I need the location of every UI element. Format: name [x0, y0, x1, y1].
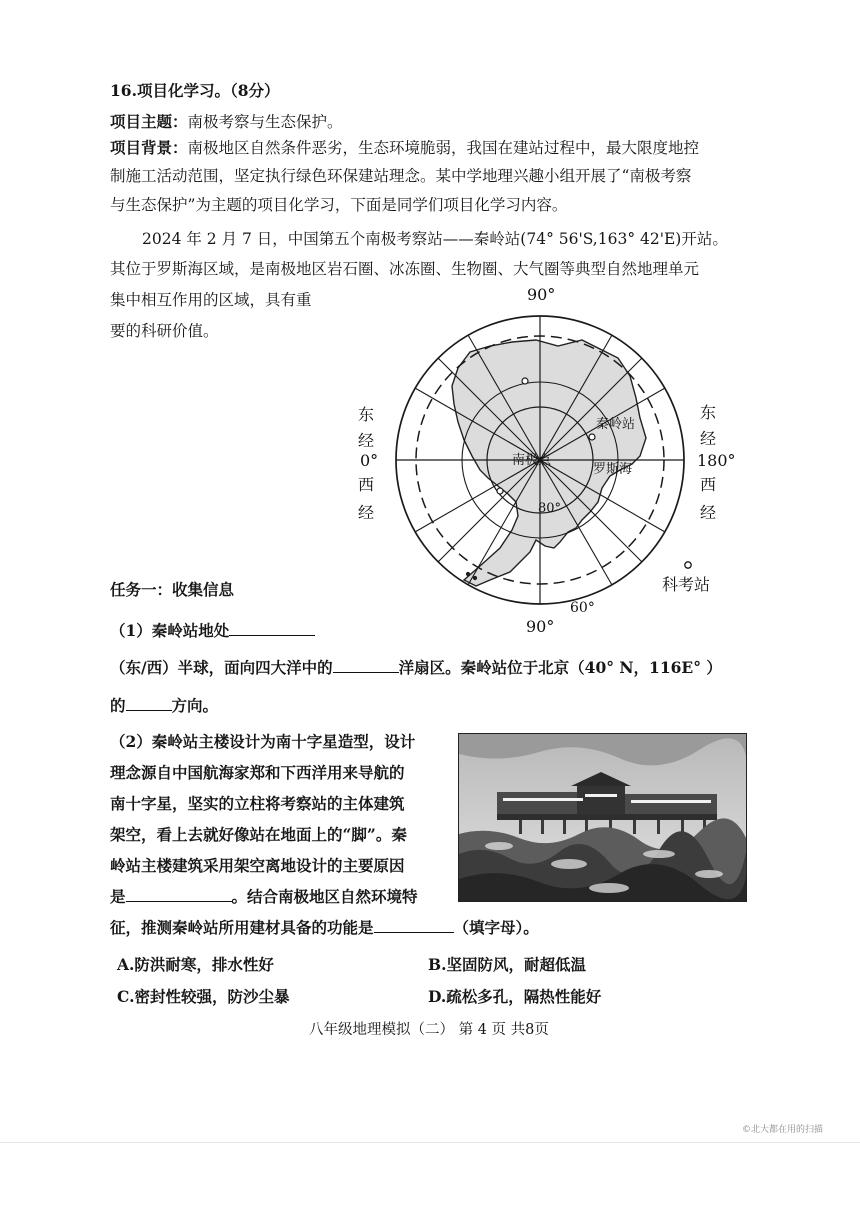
- q1-text-1: （1）秦岭站地处: [110, 621, 230, 640]
- q2-line-1: （2）秦岭站主楼设计为南十字星造型，设计: [110, 732, 416, 751]
- q2-line-7: [110, 918, 539, 938]
- intro-line-3: 集中相互作用的区域，具有重: [110, 291, 312, 309]
- background-text-1: 南极地区自然条件恶劣，生态环境脆弱，我国在建站过程中，最大限度地控: [187, 139, 700, 157]
- theme-text: 南极考察与生态保护。: [187, 113, 343, 131]
- map-right-char-4: 经: [700, 503, 717, 522]
- q1-line-3: [110, 696, 218, 716]
- q2-line-6: [110, 887, 418, 907]
- page-footer: 八年级地理模拟（二） 第 4 页 共8页: [309, 1022, 549, 1038]
- map-label-60: 60°: [570, 600, 595, 616]
- question-title: 16.项目化学习。（8分）: [110, 81, 280, 100]
- q2-line-5: 岭站主楼建筑采用架空离地设计的主要原因: [110, 856, 405, 875]
- answer-blank-ocean[interactable]: [333, 658, 399, 673]
- map-label-180: 180°: [697, 451, 736, 470]
- map-right-char-1: 东: [700, 403, 717, 422]
- q2-line-2: 理念源自中国航海家郑和下西洋用来导航的: [110, 763, 405, 782]
- map-label-bottom: 90°: [526, 617, 555, 636]
- answer-blank-hemisphere[interactable]: [229, 621, 315, 636]
- option-a[interactable]: A.防洪耐寒，排水性好: [117, 955, 274, 974]
- q2-line-3: 南十字星，坚实的立柱将考察站的主体建筑: [110, 794, 405, 813]
- station-marker-1: [522, 378, 528, 384]
- background-line-2: 制施工活动范围，坚定执行绿色环保建站理念。某中学地理兴趣小组开展了“南极考察: [110, 167, 692, 185]
- intro-line-4: 要的科研价值。: [110, 322, 219, 340]
- map-label-top: 90°: [527, 285, 556, 304]
- ross-sea-label: 罗斯海: [593, 462, 633, 477]
- map-label-80: 80°: [538, 501, 562, 516]
- background-line-3: 与生态保护”为主题的项目化学习，下面是同学们项目化学习内容。: [110, 196, 568, 214]
- q1-text-2: （东/西）半球，面向四大洋中的: [110, 658, 333, 677]
- q1-line-1: [110, 621, 315, 641]
- q2-line-4: 架空，看上去就好像站在地面上的“脚”。秦: [110, 825, 407, 844]
- intro-line-2: 其位于罗斯海区域，是南极地区岩石圈、冰冻圈、生物圈、大气圈等典型自然地理单元: [110, 260, 700, 278]
- q1-line-2: [110, 658, 722, 678]
- q2-after-blank: 。结合南极地区自然环境特: [231, 887, 418, 906]
- map-label-0: 0°: [360, 451, 379, 470]
- answer-blank-direction[interactable]: [126, 696, 172, 711]
- answer-blank-letter[interactable]: [374, 918, 454, 933]
- theme-label: 项目主题：: [110, 112, 188, 131]
- map-right-char-3: 西: [700, 475, 717, 494]
- background-label: 项目背景：: [110, 138, 188, 157]
- south-pole-label: 南极点: [512, 453, 552, 468]
- qinling-station-photo: [458, 733, 747, 902]
- station-marker-2: [497, 488, 503, 494]
- option-d[interactable]: D.疏松多孔，隔热性能好: [428, 987, 602, 1006]
- q1-text-4b: 方向。: [171, 696, 219, 715]
- map-left-char-4: 经: [358, 503, 375, 522]
- q2-is: 是: [110, 887, 126, 906]
- answer-blank-reason[interactable]: [126, 887, 232, 902]
- background-line-1: [110, 138, 699, 158]
- task1-title: 任务一：收集信息: [110, 580, 235, 599]
- qinling-station-marker: [589, 434, 595, 440]
- intro-line-1: 2024 年 2 月 7 日，中国第五个南极考察站——秦岭站(74° 56'S,163° 42'E)开站。: [142, 230, 728, 248]
- map-left-char-2: 经: [358, 431, 375, 450]
- corner-note: ©北大都在用的扫描: [742, 1125, 824, 1135]
- option-b[interactable]: B.坚固防风，耐超低温: [428, 955, 586, 974]
- map-left-char-3: 西: [358, 475, 375, 494]
- qinling-station-label: 秦岭站: [596, 417, 636, 432]
- option-c[interactable]: C.密封性较强，防沙尘暴: [117, 987, 290, 1006]
- legend-marker: [685, 562, 691, 568]
- legend-label: 科考站: [662, 575, 711, 594]
- q2-last-b: （填字母）。: [453, 918, 539, 937]
- map-right-char-2: 经: [700, 429, 717, 448]
- project-theme-line: [110, 112, 343, 132]
- footer-divider: [0, 1142, 860, 1143]
- map-left-char-1: 东: [358, 405, 375, 424]
- antarctica-map: [340, 280, 760, 640]
- q2-last-a: 征，推测秦岭站所用建材具备的功能是: [110, 918, 374, 937]
- q1-text-4a: 的: [110, 696, 126, 715]
- q1-text-3: 洋扇区。秦岭站位于北京（40° N，116E° ）: [398, 658, 722, 677]
